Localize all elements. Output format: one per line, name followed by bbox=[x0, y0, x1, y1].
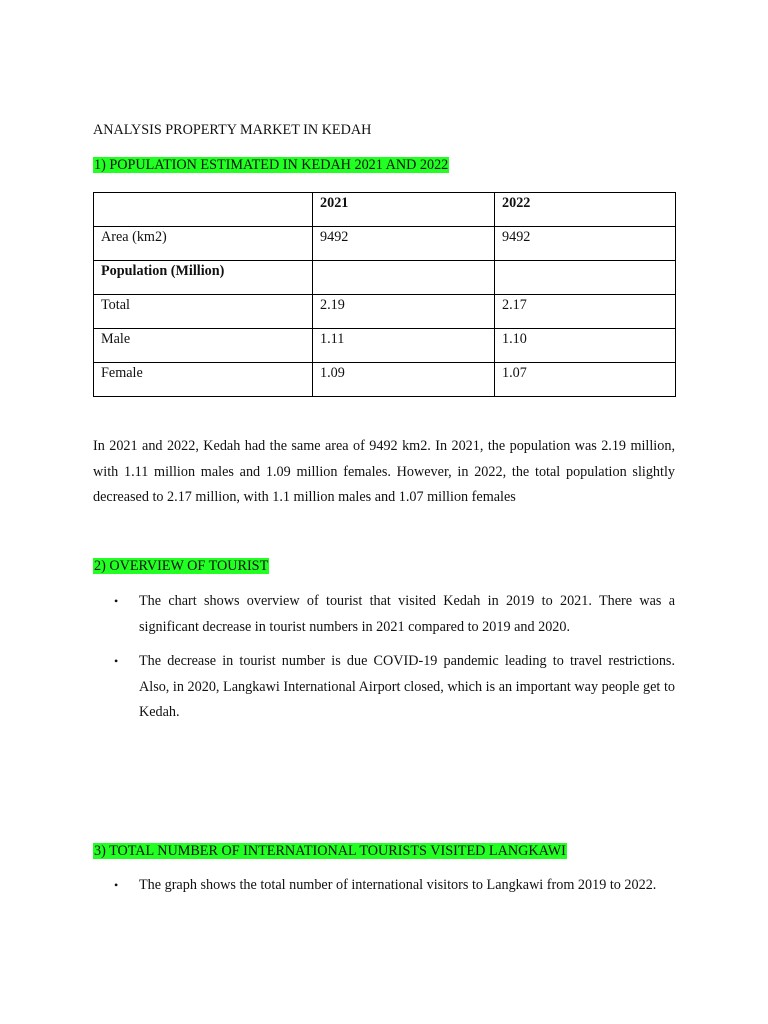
table-cell: Area (km2) bbox=[94, 227, 313, 261]
table-header-row bbox=[94, 193, 676, 227]
population-table bbox=[93, 192, 676, 397]
population-paragraph: In 2021 and 2022, Kedah had the same area of 9492 km2. In 2021, the population was 2.19 million, with 1.11 million males and 1.09 million females. However, in 2022, the total population slightly decreased to 2.17 million, with 1.1 million males and 1.07 million females bbox=[93, 438, 675, 505]
table-cell bbox=[313, 261, 495, 295]
table-cell: 9492 bbox=[495, 227, 676, 261]
section-heading-langkawi bbox=[93, 843, 567, 860]
table-cell: Female bbox=[94, 363, 313, 397]
bullet-icon: • bbox=[114, 594, 119, 608]
list-item: The chart shows overview of tourist that visited Kedah in 2019 to 2021. There was a significant decrease in tourist numbers in 2021 compared to 2019 and 2020. bbox=[139, 593, 675, 635]
table-cell: 1.11 bbox=[313, 329, 495, 363]
table-row bbox=[94, 227, 676, 261]
section-heading-text: 2) OVERVIEW OF TOURIST bbox=[94, 558, 269, 574]
table-header-cell: 2022 bbox=[495, 193, 676, 227]
table-cell: 9492 bbox=[313, 227, 495, 261]
table-cell: Population (Million) bbox=[94, 261, 313, 295]
table-header-cell: 2021 bbox=[313, 193, 495, 227]
table-cell bbox=[495, 261, 676, 295]
section-heading-population bbox=[93, 157, 449, 174]
bullet-icon: • bbox=[114, 654, 119, 668]
table-cell: 2.17 bbox=[495, 295, 676, 329]
table-cell: 1.10 bbox=[495, 329, 676, 363]
table-cell: Total bbox=[94, 295, 313, 329]
document-title: ANALYSIS PROPERTY MARKET IN KEDAH bbox=[93, 122, 372, 138]
section-heading-text: 3) TOTAL NUMBER OF INTERNATIONAL TOURISTS VISITED LANGKAWI bbox=[94, 843, 566, 859]
table-row bbox=[94, 261, 676, 295]
table-row bbox=[94, 363, 676, 397]
list-item: The decrease in tourist number is due COVID-19 pandemic leading to travel restrictions. Also, in 2020, Langkawi International Airport closed, which is an important way people get to Kedah. bbox=[139, 653, 675, 720]
table-header-cell bbox=[94, 193, 313, 227]
table-cell: Male bbox=[94, 329, 313, 363]
section-heading-tourist bbox=[93, 558, 269, 575]
section-heading-text: 1) POPULATION ESTIMATED IN KEDAH 2021 AND 2022 bbox=[94, 157, 449, 173]
table-cell: 2.19 bbox=[313, 295, 495, 329]
table-row bbox=[94, 329, 676, 363]
table-row bbox=[94, 295, 676, 329]
bullet-icon: • bbox=[114, 878, 119, 892]
table-cell: 1.07 bbox=[495, 363, 676, 397]
list-item: The graph shows the total number of international visitors to Langkawi from 2019 to 2022. bbox=[139, 877, 657, 893]
table-cell: 1.09 bbox=[313, 363, 495, 397]
